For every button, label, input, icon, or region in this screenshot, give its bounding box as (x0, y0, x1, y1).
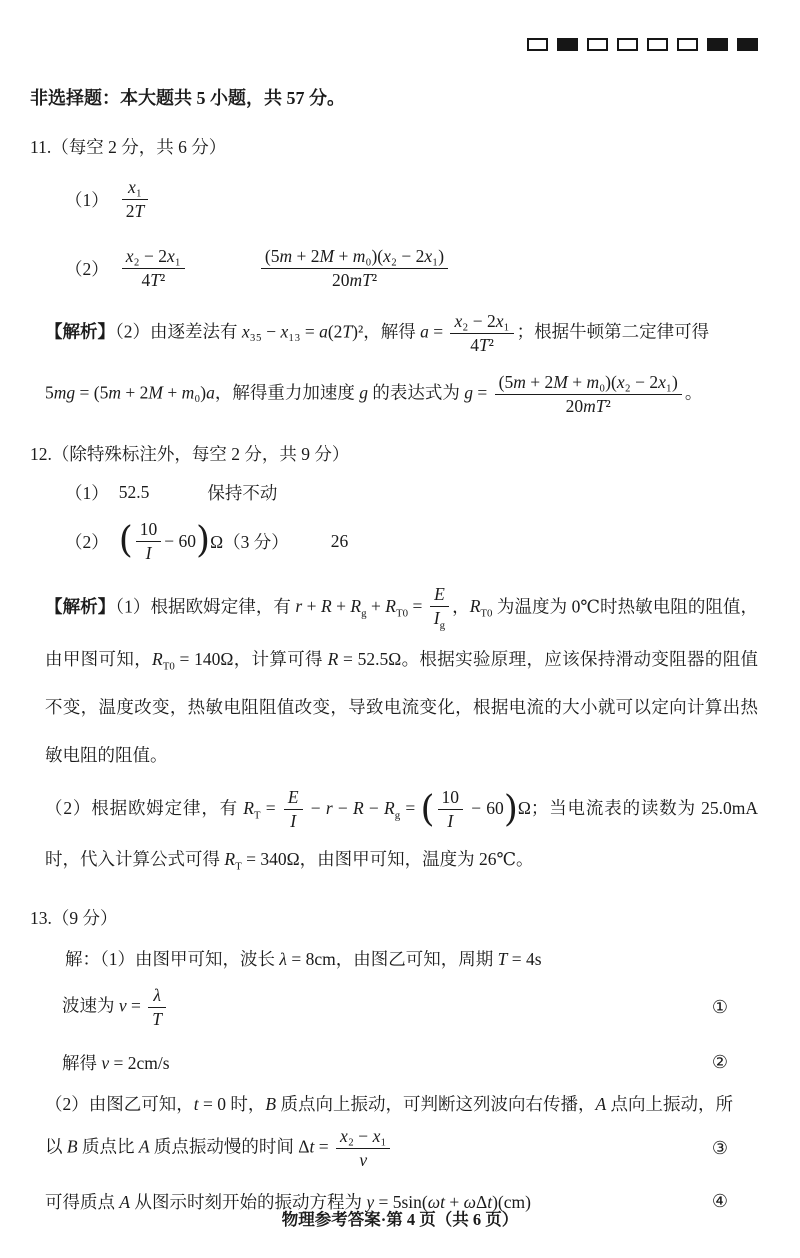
registration-mark (557, 38, 578, 51)
q13-equation-1 (62, 983, 758, 1032)
math-run: $R_T = 340\Omega$ (224, 849, 300, 873)
registration-marks (527, 38, 758, 51)
q13-equation-3 (45, 1124, 758, 1173)
text-run: （2）由逐差法有 (115, 321, 242, 342)
q11-a2-label: （2） (65, 259, 109, 279)
math-run: a = (420, 321, 448, 342)
q11-a1-label: （1） (65, 190, 109, 210)
math-run: − 60 (164, 531, 197, 551)
right-paren: ) (196, 520, 211, 562)
denominator: 20mT² (331, 270, 378, 290)
denominator: v (359, 1150, 368, 1171)
registration-mark (527, 38, 548, 51)
numerator: E (430, 584, 449, 607)
text-run: Ω；当电流表的读数为 25.0mA 时，代入计算公式可得 (45, 797, 759, 870)
text-run: ， (452, 596, 470, 617)
q11-answer-2 (65, 244, 758, 293)
numerator: 10 (136, 519, 162, 542)
math-run: $R_{T0} = 140\Omega$ (152, 648, 234, 672)
fraction (336, 1126, 390, 1171)
registration-mark (677, 38, 698, 51)
denominator: 4T² (141, 270, 166, 290)
text-run: 解：（1）由图甲可知，波长 (65, 949, 280, 970)
numerator: x₂ − 2x₁ (450, 311, 513, 334)
text-run: 解得 (62, 1053, 102, 1074)
fraction (430, 584, 449, 633)
denominator: 2T (125, 201, 145, 221)
registration-mark (617, 38, 638, 51)
analysis-tag: 【解析】 (45, 321, 115, 342)
text-run: 波速为 (62, 995, 119, 1016)
math-run: g (359, 382, 369, 403)
math-run: − 60 (466, 797, 504, 818)
text-run: 的表达式为 (368, 382, 465, 403)
text-run: 。 (684, 382, 703, 403)
question-13-title: 13.（9 分） (30, 908, 118, 929)
question-12-title: 12.（除特殊标注外，每空 2 分，共 9 分） (30, 444, 350, 464)
text-run: 以 B 质点比 A 质点振动慢的时间 (45, 1136, 299, 1157)
text-run: ，计算可得 (233, 648, 328, 669)
equation-number: ③ (711, 1138, 728, 1160)
denominator: 4T² (470, 335, 494, 355)
fraction (148, 985, 166, 1030)
registration-mark (647, 38, 668, 51)
q12-a2-label: （2） (65, 532, 109, 552)
math-run: x₃₅ − x₁₃ = a(2T)² (241, 321, 364, 342)
fraction (122, 246, 185, 291)
math-run: $r + R + R_g + R_{T0}$ = (295, 596, 427, 620)
page-footer: 物理参考答案·第 4 页（共 6 页） (281, 1210, 519, 1229)
q12-analysis-1 (45, 582, 758, 779)
math-run: g = (464, 382, 492, 403)
registration-mark (737, 38, 758, 51)
registration-mark (587, 38, 608, 51)
math-run: y = 5sin(ωt + ωΔt)(cm) (366, 1192, 531, 1213)
denominator: 20mT² (565, 396, 611, 416)
math-run: $R_{T0}$ (469, 596, 493, 620)
q12-analysis-2 (45, 783, 758, 885)
numerator: λ (148, 985, 166, 1008)
numerator: 10 (438, 787, 464, 810)
denominator: I (145, 543, 152, 563)
fraction (438, 787, 464, 832)
text-run: 为温度为 0℃时热敏电阻的阻值，由甲图可知， (45, 596, 759, 669)
math-run: 5mg = (5m + 2M + m₀)a (45, 382, 215, 403)
right-paren: ) (503, 788, 518, 830)
question-11-title: 11.（每空 2 分，共 6 分） (30, 137, 227, 157)
equation-number: ④ (711, 1191, 728, 1213)
text-run: ；根据牛顿第二定律可得 (516, 321, 710, 342)
equation-body (45, 1124, 393, 1173)
text-run: 可得质点 A 从图示时刻开始的振动方程为 (45, 1192, 367, 1213)
text-run: 。根据实验原理，应该保持滑动变阻器的阻值不变，温度改变，热敏电阻阻值改变，导致电流变化，根据电流的大小就可以定向计算出热敏电阻的阻值。 (45, 648, 759, 765)
q12-a1-label: （1） (65, 483, 109, 503)
math-run: v = (118, 995, 146, 1016)
math-run: v = 2cm/s (101, 1053, 170, 1074)
q12-answer-1 (65, 480, 758, 505)
math-run: R = 52.5Ω (327, 648, 402, 669)
registration-mark (707, 38, 728, 51)
text-run: ，由图甲可知，温度为 26℃。 (299, 849, 534, 870)
text-run: （2）根据欧姆定律，有 (45, 797, 244, 818)
numerator: x₂ − 2x₁ (122, 246, 185, 269)
math-run: T = 4s (497, 949, 542, 970)
analysis-tag: 【解析】 (45, 596, 116, 617)
math-run: Δt = (298, 1136, 334, 1157)
equation-body (62, 983, 169, 1032)
q13-equation-2 (62, 1050, 758, 1075)
section-header: 非选择题：本大题共 5 小题，共 57 分。 (30, 88, 345, 108)
q11-analysis-line-1 (45, 309, 758, 358)
numerator: (5m + 2M + m₀)(x₂ − 2x₁) (261, 246, 448, 269)
q12-a1-value-2: 保持不动 (207, 483, 278, 503)
math-run: Ω（3 分） (210, 532, 289, 552)
equation-number: ① (711, 997, 728, 1019)
q11-answer-1 (65, 175, 758, 224)
equation-body (62, 1050, 170, 1075)
left-paren: ( (420, 788, 435, 830)
numerator: x₂ − x₁ (336, 1126, 390, 1149)
q12-a2-value: 26 (330, 531, 349, 551)
fraction (495, 372, 682, 417)
fraction (136, 519, 162, 564)
fraction (122, 177, 148, 222)
numerator: x₁ (122, 177, 148, 200)
q12-answer-2 (65, 517, 758, 566)
math-run: λ = 8cm (279, 949, 336, 970)
q12-a1-value-1: 52.5 (118, 482, 150, 502)
denominator: T (152, 1009, 163, 1030)
denominator: I (290, 811, 297, 832)
text-run: ，解得 (363, 321, 421, 342)
q13-part2-line-1: （2）由图乙可知，t = 0 时，B 质点向上振动，可判断这列波向右传播，A 点向上振动，所 (45, 1094, 734, 1115)
text-run: ，解得重力加速度 (214, 382, 360, 403)
q11-analysis-line-2 (45, 370, 758, 419)
fraction (261, 246, 448, 291)
numerator: E (284, 787, 303, 810)
math-run: − $r - R - R_g$ = (305, 797, 421, 822)
equation-number: ② (711, 1052, 728, 1074)
fraction (284, 787, 303, 832)
denominator: I (447, 811, 454, 832)
denominator: $I_g$ (433, 608, 446, 632)
fraction (450, 311, 513, 356)
left-paren: ( (118, 520, 133, 562)
q13-solution-line (65, 946, 758, 971)
text-run: ，由图乙可知，周期 (335, 949, 498, 970)
numerator: (5m + 2M + m₀)(x₂ − 2x₁) (495, 372, 682, 395)
math-run: $R_T$ = (243, 797, 281, 822)
text-run: （1）根据欧姆定律，有 (115, 596, 296, 617)
